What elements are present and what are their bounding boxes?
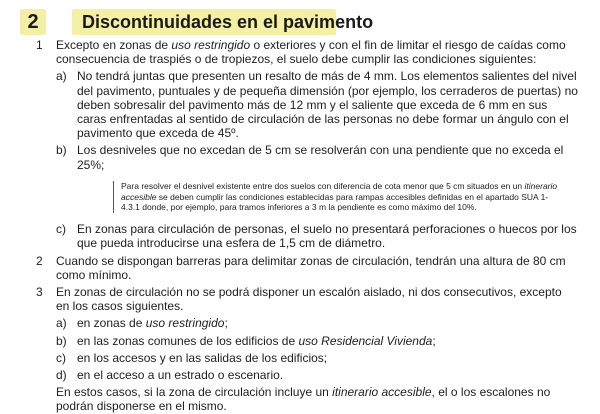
section-heading <box>20 9 374 35</box>
paragraph-3 <box>0 285 600 313</box>
list-marker: c) <box>56 222 66 237</box>
paragraph-text: En zonas de circulación no se podrá disponer un escalón aislado, ni dos consecutivos, excepto en los casos siguientes. <box>56 285 562 314</box>
list-item-3b <box>0 334 600 348</box>
list-item-1c <box>0 222 600 250</box>
section-title: Discontinuidades en el pavimento <box>72 9 336 35</box>
paragraph-2 <box>0 254 600 282</box>
list-item-1a <box>0 69 600 140</box>
paragraph-number: 1 <box>36 38 43 52</box>
list-item-text: en zonas de uso restringido; <box>77 316 228 331</box>
section-number: 2 <box>20 9 46 35</box>
list-item-3a <box>0 316 600 330</box>
list-item-text: No tendrá juntas que presenten un resalto de más de 4 mm. Los elementos salientes del nivel del pavimento, puntuales y de pequeña dimensión (por ejemplo, los cerraderos de puertas) no deben sobresalir del pavimento más de 12 mm y el saliente que exceda de 6 mm en sus caras enfrentadas al sentido de circulación de las personas no debe formar un ángulo con el pavimento que exceda de 45º. <box>77 69 578 141</box>
closing-paragraph <box>0 385 600 413</box>
list-item-text: En zonas para circulación de personas, el suelo no presentará perforaciones o huecos por los que pueda introducirse una esfera de 1,5 cm de diámetro. <box>77 222 577 251</box>
list-marker: d) <box>56 368 67 383</box>
paragraph-text: Cuando se dispongan barreras para delimitar zonas de circulación, tendrán una altura de 80 cm como mínimo. <box>56 253 566 282</box>
commentary-note: Para resolver el desnivel existente entre dos suelos con diferencia de cota menor que 5 cm situados en un itinerario accesible se deben cumplir las condiciones establecidas para rampas accesibles definidas en el apartado SUA 1-4.3.1 donde, por ejemplo, para tramos inferiores a 3 m la pendiente es como máximo del 10%. <box>113 181 567 213</box>
list-marker: a) <box>56 316 67 331</box>
list-item-1b <box>0 143 600 171</box>
section-body <box>0 38 600 414</box>
list-item-text: en el acceso a un estrado o escenario. <box>77 368 284 383</box>
list-item-text: en los accesos y en las salidas de los edificios; <box>77 350 328 365</box>
list-item-text: Los desniveles que no excedan de 5 cm se resolverán con una pendiente que no exceda el 25%; <box>77 143 564 172</box>
list-marker: a) <box>56 69 67 84</box>
paragraph-number: 3 <box>36 285 43 300</box>
list-marker: c) <box>56 350 66 365</box>
list-item-3c <box>0 351 600 365</box>
list-item-text: en las zonas comunes de los edificios de uso Residencial Vivienda; <box>77 333 436 348</box>
paragraph-number: 2 <box>36 253 43 268</box>
paragraph-text: Excepto en zonas de uso restringido o exteriores y con el fin de limitar el riesgo de caídas como consecuencia de traspiés o de tropiezos, el suelo debe cumplir las condiciones siguientes: <box>56 38 566 67</box>
list-marker: b) <box>56 333 67 348</box>
paragraph-1 <box>0 38 600 66</box>
list-marker: b) <box>56 143 67 158</box>
paragraph-text: En estos casos, si la zona de circulación incluye un itinerario accesible, el o los escalones no podrán disponerse en el mismo. <box>56 385 551 414</box>
list-item-3d <box>0 368 600 382</box>
